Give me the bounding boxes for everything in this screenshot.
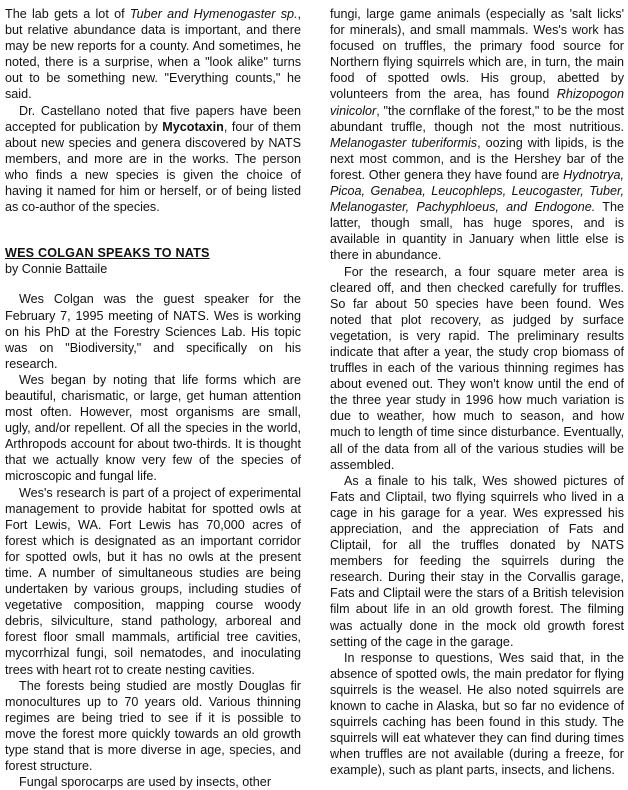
paragraph-fort-lewis: Wes's research is part of a project of experimental management to provide habitat for spotted owls at Fort Lewis, WA. Fort Lewis has 70,000 acres of forest which is designated as an important corridor for spotted owls, but it has no owls at the present time. A number of simultaneous studies are being undertaken by various groups, including studies of vegetative composition, mapping course woody debris, silviculture, stand pathology, arboreal and forest floor small mammals, artificial tree cavities, mycorrhizal fungi, soil nematodes, and inoculating trees with heart rot to create nesting cavities. (5, 485, 301, 677)
paragraph-sporocarps: Fungal sporocarps are used by insects, other (19, 775, 272, 790)
paragraph-castellano: Dr. Castellano noted that five papers have been accepted for publication by Mycotaxin, four of them about new species and genera discovered by NATS members, and more are in the works. The person who finds a new species is given the choice of having it named for him or herself, or of being listed as co-author of the species. (5, 103, 301, 215)
paragraph-research-plots: For the research, a four square meter area is cleared off, and then checked carefully for truffles. So far about 50 species have been found. Wes noted that plot recovery, as judged by surface vegetation, is very rapid. The preliminary results indicate that after a year, the study crop biomass of truffles in each of the various thinning regimes has about evened out. They won't know until the end of the three year study in 1996 how much variation is due to weather, how much to season, and how much to length of time since disturbance. Eventually, all of the data from all of the various studies will be assembled. (330, 264, 624, 472)
article-heading: WES COLGAN SPEAKS TO NATS (5, 246, 210, 261)
article-byline: by Connie Battaile (5, 262, 108, 277)
paragraph-lab-data: The lab gets a lot of Tuber and Hymenogaster sp., but relative abundance data is important, and there may be new reports for a county. And sometimes, he noted, there is a surprise, when a "look alike" turns out to be something new. "Everything counts," he said. (5, 7, 301, 102)
species-melanogaster: Melanogaster tuberiformis (330, 135, 478, 150)
paragraph-guest-speaker: Wes Colgan was the guest speaker for the February 7, 1995 meeting of NATS. Wes is working on his PhD at the Forestry Sciences Lab. His topic was on "Biodiversity," and specifically on his research. (5, 292, 301, 371)
species-tuber-hymenogaster: Tuber and Hymenogaster sp. (129, 7, 298, 21)
paragraph-questions: In response to questions, Wes said that, in the absence of spotted owls, the main predator for flying squirrels is the weasel. He also noted squirrels are known to cache in Alaska, but so far no evidence of squirrels caching has been found in this study. The squirrels will eat whatever they can find during times when truffles are not available (during a freeze, for example), such as plant parts, insects, and lichens. (330, 650, 624, 778)
paragraph-life-forms: Wes began by noting that life forms which are beautiful, charismatic, or large, get human attention most often. However, most organisms are small, ugly, and/or repellent. Of all the species in the world, Arthropods account for about two-thirds. It is thought that we actually know very few of the species of microscopic and fungal life. (5, 372, 301, 484)
left-column (5, 6, 301, 790)
right-column (330, 6, 624, 779)
paragraph-truffles: fungi, large game animals (especially as 'salt licks' for minerals), and small mammals. Wes's work has focused on truffles, the primary food source for Northern flying squirrels which are, in turn, the main food of spotted owls. His group, abetted by volunteers from the area, has found Rhizopogon vinicolor, "the cornflake of the forest," to be the most abundant truffle, though not the most nutritious. Melanogaster tuberiformis, oozing with lipids, is the next most common, and is the Hershey bar of the forest. Other genera they have found are Hydnotrya, Picoa, Genabea, Leucophleps, Leucogaster, Tuber, Melanogaster, Pachyphloeus, and Endogone. The latter, though small, has huge spores, and is available in quantity in January when little else is there in abundance. (330, 7, 624, 263)
paragraph-finale: As a finale to his talk, Wes showed pictures of Fats and Cliptail, two flying squirrels who lived in a cage in his garage for a year. Wes expressed his appreciation, and the appreciation of Fats and Cliptail, for all the truffles donated by NATS members for feeding the squirrels during the research. During their stay in the Corvallis garage, Fats and Cliptail were the stars of a British television film about life in an old growth forest. The filming was actually done in the mock old growth forest setting of the cage in the garage. (330, 473, 624, 649)
paragraph-forests-studied: The forests being studied are mostly Douglas fir monocultures up to 70 years old. Various thinning regimes are being tried to see if it is possible to move the forest more quickly towards an old growth type stand that is more diverse in age, species, and forest structure. (5, 678, 301, 774)
genera-list: Hydnotrya, Picoa, Genabea, Leucophleps, Leucogaster, Tuber, Melanogaster, Pachyphloeus, and Endogone. (330, 167, 624, 215)
journal-mycotaxin: Mycotaxin (162, 119, 224, 134)
species-rhizopogon: Rhizopogon vinicolor (330, 87, 624, 118)
